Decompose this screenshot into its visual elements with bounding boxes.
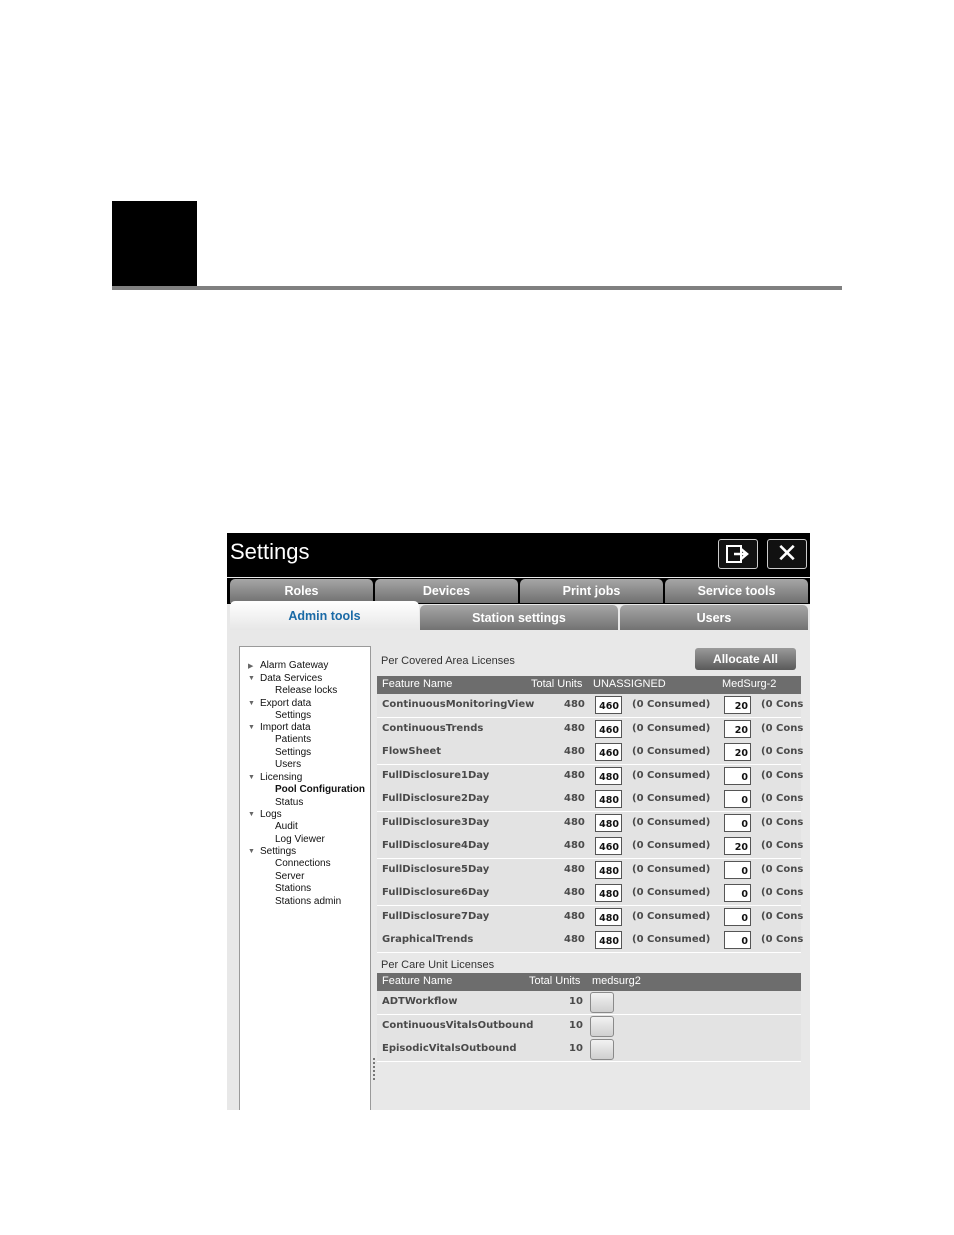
- unassigned-consumed: (0 Consumed): [632, 816, 711, 828]
- unit-input[interactable]: 20: [724, 696, 751, 714]
- table-row: [377, 1015, 801, 1039]
- chapter-number-block: [112, 201, 197, 286]
- unassigned-input[interactable]: 480: [595, 814, 622, 832]
- col-feature-name: Feature Name: [382, 975, 453, 987]
- unit-input[interactable]: 0: [724, 790, 751, 808]
- unit-consumed: (0 Cons: [761, 863, 804, 875]
- feature-name: EpisodicVitalsOutbound: [382, 1043, 517, 1054]
- unit-consumed: (0 Cons: [761, 816, 804, 828]
- unit-input[interactable]: 0: [724, 884, 751, 902]
- tree-item[interactable]: Audit: [275, 821, 298, 832]
- unassigned-consumed: (0 Consumed): [632, 722, 711, 734]
- feature-name: FullDisclosure1Day: [382, 769, 490, 781]
- tab-3[interactable]: Service tools: [665, 579, 808, 603]
- col-total-units: Total Units: [529, 975, 581, 987]
- tree-item[interactable]: Settings: [275, 747, 312, 758]
- tree-item[interactable]: Alarm Gateway: [260, 660, 329, 671]
- unassigned-consumed: (0 Consumed): [632, 840, 711, 851]
- content-area: [227, 630, 810, 1110]
- tab-1[interactable]: Devices: [375, 579, 518, 603]
- tree-item[interactable]: Log Viewer: [275, 834, 325, 845]
- table-row: [377, 765, 804, 789]
- feature-name: ContinuousMonitoringView: [382, 699, 535, 710]
- feature-name: FullDisclosure4Day: [382, 840, 490, 851]
- tree-item[interactable]: Export data: [260, 698, 312, 709]
- feature-name: GraphicalTrends: [382, 934, 474, 945]
- unassigned-input[interactable]: 480: [595, 861, 622, 879]
- feature-name: FullDisclosure7Day: [382, 910, 490, 922]
- unassigned-consumed: (0 Consumed): [632, 934, 711, 945]
- table-row: [377, 882, 804, 906]
- chapter-rule: [112, 286, 842, 290]
- tab-0[interactable]: Roles: [230, 579, 373, 603]
- unassigned-consumed: (0 Consumed): [632, 699, 711, 710]
- total-units: 480: [564, 934, 585, 945]
- unit-checkbox[interactable]: [590, 1039, 614, 1060]
- unassigned-input[interactable]: 480: [595, 767, 622, 785]
- expand-arrow-right-icon[interactable]: ▶: [248, 663, 254, 670]
- col-unit-medsurg-2: MedSurg-2: [722, 678, 777, 690]
- table-row: [377, 906, 804, 930]
- table-row: [377, 929, 804, 953]
- total-units: 480: [564, 863, 585, 875]
- feature-name: FullDisclosure5Day: [382, 863, 490, 875]
- table-row: [377, 718, 804, 742]
- total-units: 10: [569, 1043, 583, 1054]
- unit-consumed: (0 Cons: [761, 934, 804, 945]
- tab2-1[interactable]: Station settings: [420, 605, 618, 631]
- unassigned-consumed: (0 Consumed): [632, 746, 711, 757]
- unit-input[interactable]: 20: [724, 743, 751, 761]
- table-row: [377, 835, 804, 859]
- unassigned-consumed: (0 Consumed): [632, 769, 711, 781]
- total-units: 10: [569, 996, 583, 1007]
- tree-item[interactable]: Connections: [275, 858, 331, 869]
- unassigned-input[interactable]: 460: [595, 837, 622, 855]
- tree-item[interactable]: Status: [275, 797, 304, 808]
- expand-arrow-down-icon[interactable]: ▼: [248, 811, 255, 818]
- tree-item[interactable]: Data Services: [260, 673, 323, 684]
- unit-consumed: (0 Cons: [761, 699, 804, 710]
- tree-item[interactable]: Stations: [275, 883, 312, 894]
- expand-arrow-down-icon[interactable]: ▼: [248, 724, 255, 731]
- table-row: [377, 991, 801, 1015]
- tree-item[interactable]: Settings: [275, 710, 312, 721]
- feature-name: ContinuousTrends: [382, 722, 484, 734]
- tree-item[interactable]: Stations admin: [275, 896, 342, 907]
- unit-consumed: (0 Cons: [761, 793, 804, 804]
- tree-item[interactable]: Logs: [260, 809, 282, 820]
- total-units: 480: [564, 910, 585, 922]
- settings-window: [227, 533, 810, 1110]
- covered-table-header: [377, 676, 801, 694]
- table-row: [377, 741, 804, 765]
- unit-checkbox[interactable]: [590, 1016, 614, 1037]
- unassigned-consumed: (0 Consumed): [632, 863, 711, 875]
- table-row: [377, 1038, 801, 1062]
- unassigned-input[interactable]: 480: [595, 931, 622, 949]
- total-units: 480: [564, 887, 585, 898]
- table-row: [377, 788, 804, 812]
- unit-input[interactable]: 20: [724, 720, 751, 738]
- allocate-all-button[interactable]: Allocate All: [695, 648, 796, 670]
- tree-item[interactable]: Pool Configuration: [275, 784, 365, 795]
- tree-item[interactable]: Server: [275, 871, 305, 882]
- total-units: 480: [564, 699, 585, 710]
- care-unit-section-label: Per Care Unit Licenses: [381, 959, 495, 971]
- unit-input[interactable]: 0: [724, 908, 751, 926]
- exit-arrow-icon: [726, 545, 750, 563]
- feature-name: FullDisclosure2Day: [382, 793, 490, 804]
- unassigned-consumed: (0 Consumed): [632, 887, 711, 898]
- unit-input[interactable]: 0: [724, 861, 751, 879]
- unit-consumed: (0 Cons: [761, 769, 804, 781]
- table-row: [377, 694, 804, 718]
- unassigned-consumed: (0 Consumed): [632, 910, 711, 922]
- unassigned-input[interactable]: 480: [595, 884, 622, 902]
- tree-item[interactable]: Settings: [260, 846, 297, 857]
- total-units: 480: [564, 769, 585, 781]
- unassigned-input[interactable]: 460: [595, 696, 622, 714]
- care-table-header: [377, 973, 801, 991]
- panel-splitter-handle[interactable]: [373, 1058, 375, 1080]
- tab2-2[interactable]: Users: [620, 605, 808, 631]
- expand-arrow-down-icon[interactable]: ▼: [248, 848, 255, 855]
- unassigned-input[interactable]: 460: [595, 743, 622, 761]
- unit-consumed: (0 Cons: [761, 840, 804, 851]
- unassigned-consumed: (0 Consumed): [632, 793, 711, 804]
- close-button[interactable]: [767, 539, 807, 569]
- unassigned-input[interactable]: 480: [595, 908, 622, 926]
- expand-arrow-down-icon[interactable]: ▼: [248, 700, 255, 707]
- unit-input[interactable]: 20: [724, 837, 751, 855]
- expand-arrow-down-icon[interactable]: ▼: [248, 675, 255, 682]
- unassigned-input[interactable]: 460: [595, 720, 622, 738]
- nav-tree: [239, 646, 371, 1110]
- unit-input[interactable]: 0: [724, 931, 751, 949]
- total-units: 480: [564, 746, 585, 757]
- total-units: 480: [564, 816, 585, 828]
- unit-checkbox[interactable]: [590, 992, 614, 1013]
- col-unassigned: UNASSIGNED: [593, 678, 666, 690]
- expand-arrow-down-icon[interactable]: ▼: [248, 774, 255, 781]
- tab-2[interactable]: Print jobs: [520, 579, 663, 603]
- tree-item[interactable]: Users: [275, 759, 302, 770]
- covered-area-section-label: Per Covered Area Licenses: [381, 655, 515, 667]
- tree-item[interactable]: Release locks: [275, 685, 338, 696]
- col-feature-name: Feature Name: [382, 678, 453, 690]
- tab2-0[interactable]: Admin tools: [230, 601, 419, 631]
- unit-consumed: (0 Cons: [761, 910, 804, 922]
- total-units: 10: [569, 1019, 583, 1031]
- feature-name: ContinuousVitalsOutbound: [382, 1019, 534, 1031]
- tree-item[interactable]: Licensing: [260, 772, 303, 783]
- unit-input[interactable]: 0: [724, 767, 751, 785]
- window-title: Settings: [230, 539, 310, 564]
- total-units: 480: [564, 840, 585, 851]
- unit-consumed: (0 Cons: [761, 722, 804, 734]
- feature-name: ADTWorkflow: [382, 996, 458, 1007]
- logout-button[interactable]: [718, 539, 758, 569]
- feature-name: FullDisclosure6Day: [382, 887, 490, 898]
- table-row: [377, 812, 804, 836]
- table-row: [377, 859, 804, 883]
- feature-name: FlowSheet: [382, 746, 442, 757]
- col-unit-medsurg2: medsurg2: [592, 975, 641, 987]
- total-units: 480: [564, 722, 585, 734]
- close-icon: ✕: [776, 539, 798, 569]
- unit-consumed: (0 Cons: [761, 887, 804, 898]
- tree-item[interactable]: Patients: [275, 734, 312, 745]
- tree-item[interactable]: Import data: [260, 722, 311, 733]
- title-bar: [227, 533, 810, 577]
- total-units: 480: [564, 793, 585, 804]
- col-total-units: Total Units: [531, 678, 583, 690]
- unit-consumed: (0 Cons: [761, 746, 804, 757]
- unit-input[interactable]: 0: [724, 814, 751, 832]
- feature-name: FullDisclosure3Day: [382, 816, 490, 828]
- unassigned-input[interactable]: 480: [595, 790, 622, 808]
